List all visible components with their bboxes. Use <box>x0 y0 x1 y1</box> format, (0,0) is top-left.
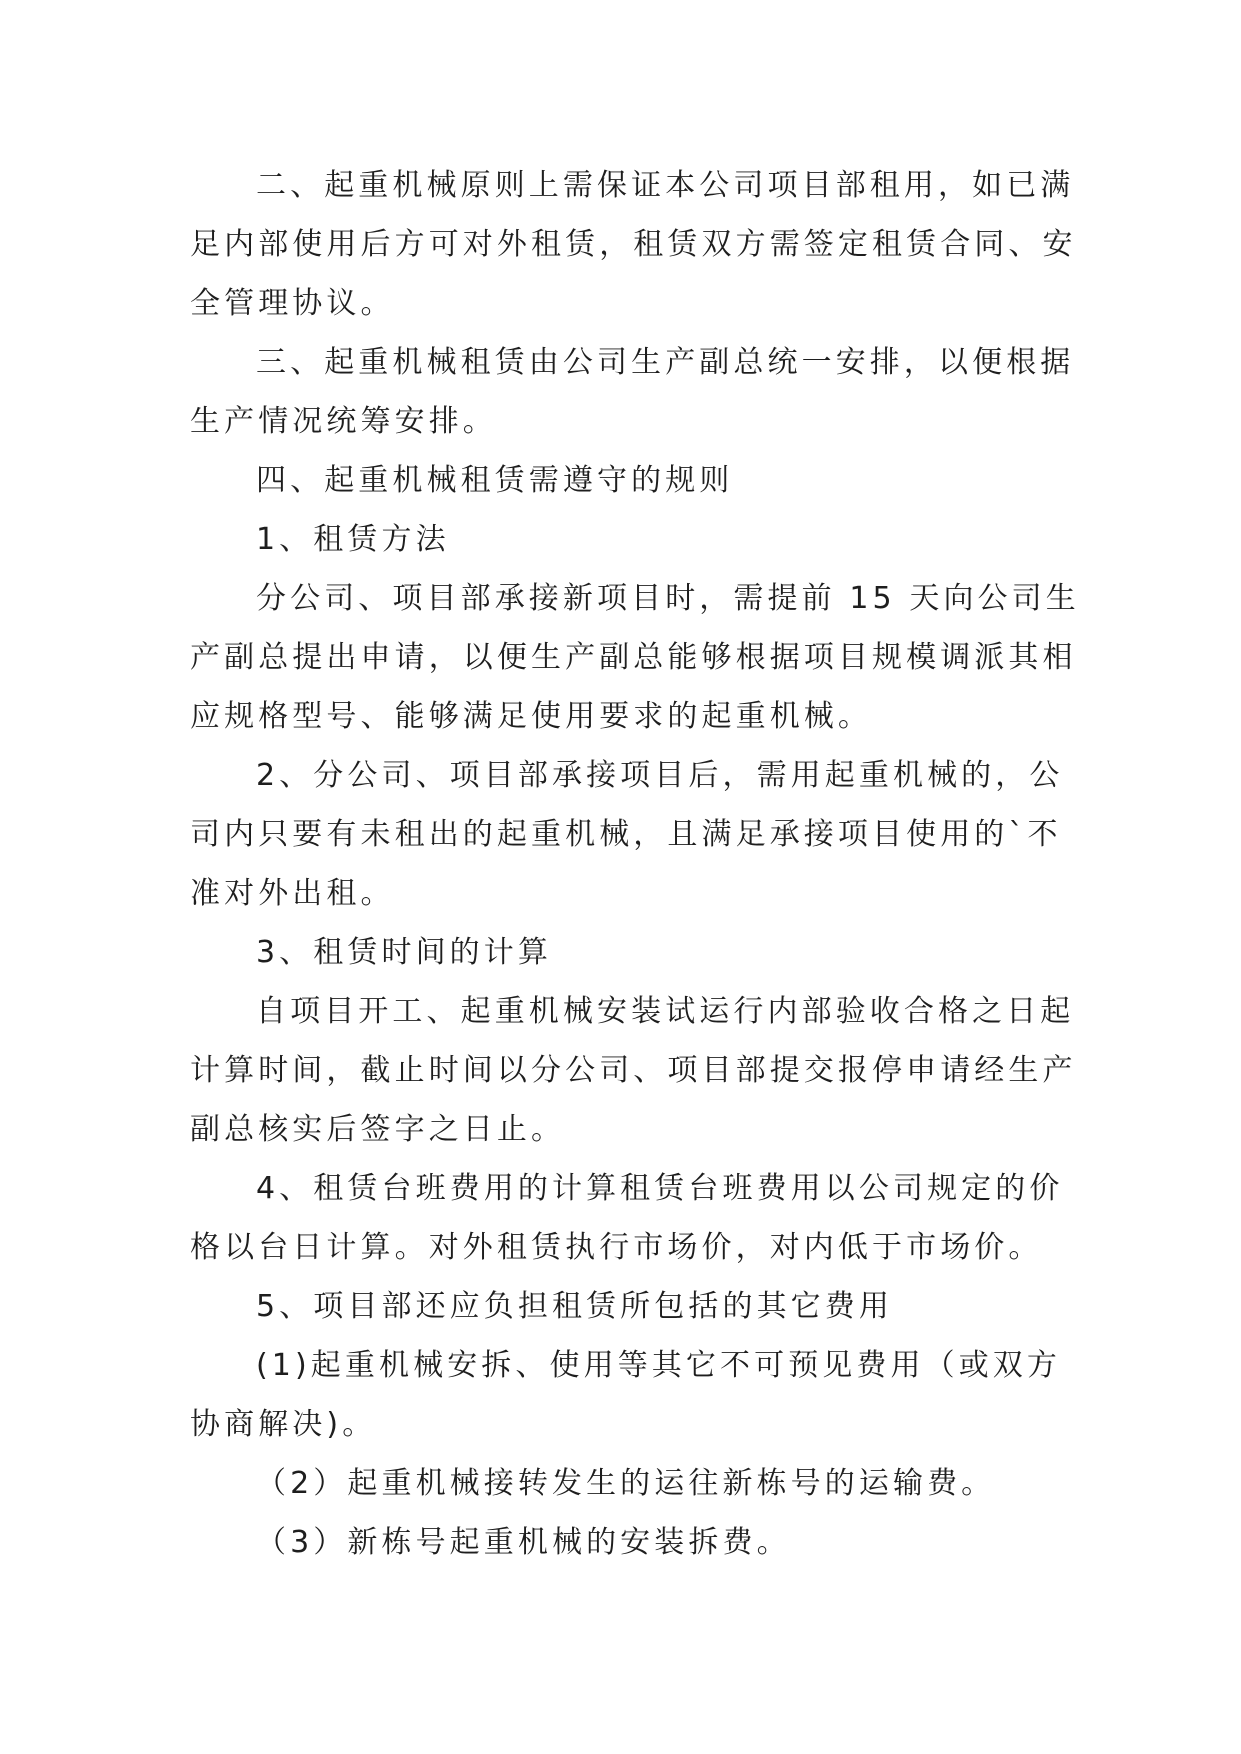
text-line: 四、起重机械租赁需遵守的规则 <box>256 463 734 498</box>
text-line: 1、租赁方法 <box>256 522 450 557</box>
text-line: 计算时间，截止时间以分公司、项目部提交报停申请经生产 <box>190 1053 1077 1088</box>
text-line: 产副总提出申请，以便生产副总能够根据项目规模调派其相 <box>190 640 1077 675</box>
text-line: 应规格型号、能够满足使用要求的起重机械。 <box>190 699 872 734</box>
text-line: 4、租赁台班费用的计算租赁台班费用以公司规定的价 <box>256 1171 1064 1206</box>
text-line: 足内部使用后方可对外租赁，租赁双方需签定租赁合同、安 <box>190 227 1077 262</box>
text-line: 副总核实后签字之日止。 <box>190 1112 566 1147</box>
text-line: 格以台日计算。对外租赁执行市场价，对内低于市场价。 <box>190 1230 1043 1265</box>
text-line: 2、分公司、项目部承接项目后，需用起重机械的，公 <box>256 758 1064 793</box>
text-line: 三、起重机械租赁由公司生产副总统一安排，以便根据 <box>256 345 1075 380</box>
text-line: 5、项目部还应负担租赁所包括的其它费用 <box>256 1289 893 1324</box>
text-line: 司内只要有未租出的起重机械，且满足承接项目使用的`不 <box>190 817 1062 852</box>
text-line: 准对外出租。 <box>190 876 395 911</box>
text-line: 全管理协议。 <box>190 286 395 321</box>
text-line: 协商解决)。 <box>190 1407 377 1442</box>
text-line: 分公司、项目部承接新项目时，需提前 15 天向公司生 <box>256 581 1080 616</box>
text-line: （3）新栋号起重机械的安装拆费。 <box>256 1525 791 1560</box>
text-line: 3、租赁时间的计算 <box>256 935 552 970</box>
text-line: 生产情况统筹安排。 <box>190 404 497 439</box>
text-line: 二、起重机械原则上需保证本公司项目部租用，如已满 <box>256 168 1075 203</box>
text-line: 自项目开工、起重机械安装试运行内部验收合格之日起 <box>256 994 1075 1029</box>
text-line: （2）起重机械接转发生的运往新栋号的运输费。 <box>256 1466 996 1501</box>
text-line: (1)起重机械安拆、使用等其它不可预见费用（或双方 <box>256 1348 1061 1383</box>
